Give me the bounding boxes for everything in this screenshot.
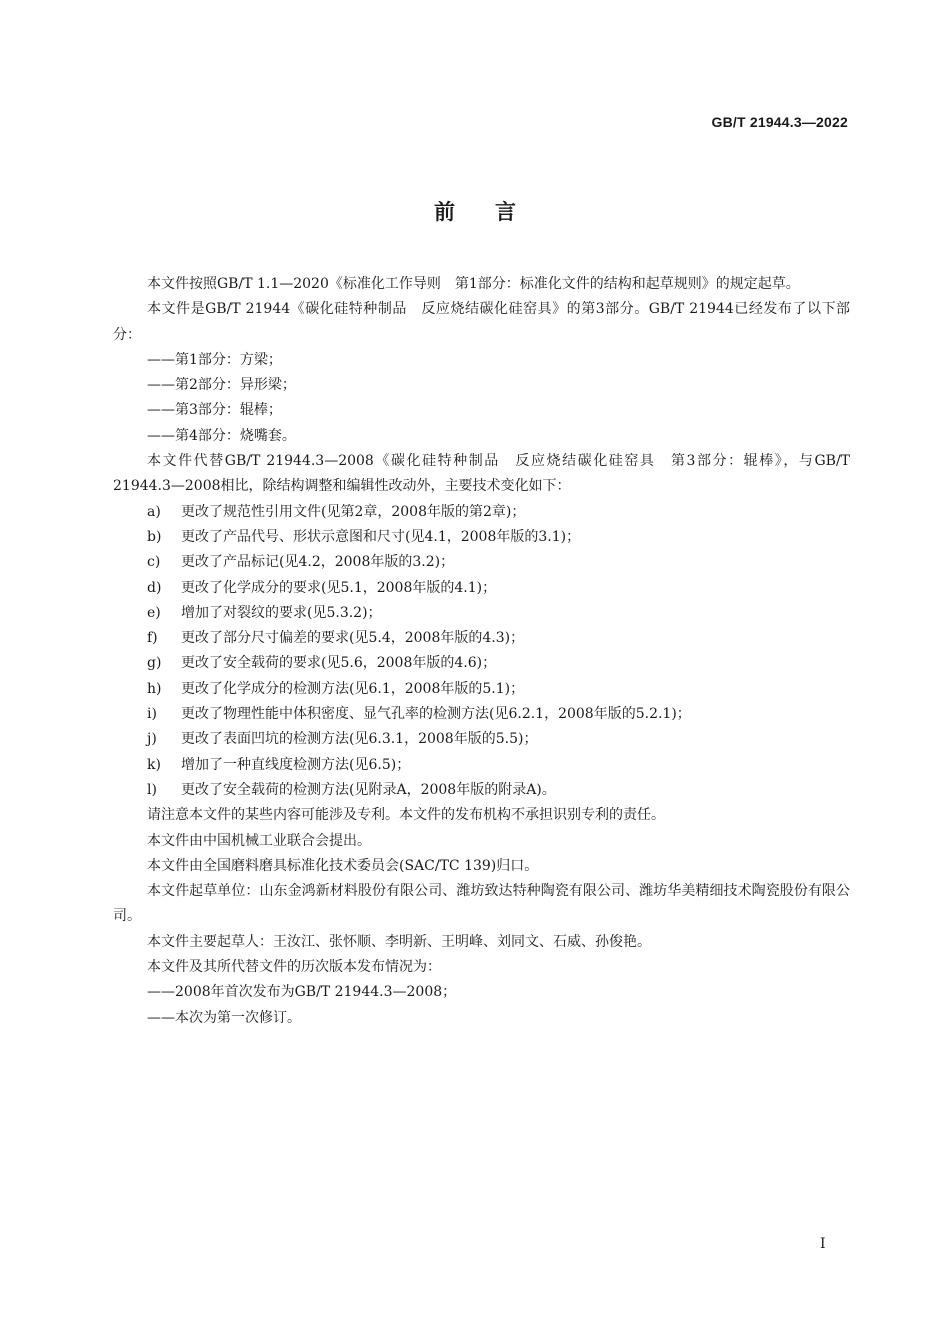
list-marker: f) xyxy=(147,630,158,647)
change-text: 更改了表面凹坑的检测方法(见6.3.1，2008年版的5.5)； xyxy=(181,731,538,748)
list-marker: l) xyxy=(147,781,157,798)
change-list-item xyxy=(113,727,850,752)
change-text: 增加了一种直线度检测方法(见6.5)； xyxy=(181,756,411,773)
list-marker: c) xyxy=(147,554,161,571)
list-marker: a) xyxy=(147,503,161,520)
change-list-item xyxy=(113,601,850,626)
paragraph-series-info: 本文件是GB/T 21944《碳化硅特种制品 反应烧结碳化硅窑具》的第3部分。GB/T 21944已经发布了以下部分： xyxy=(113,301,850,343)
paragraph-drafting-rules: 本文件按照GB/T 1.1—2020《标准化工作导则 第1部分：标准化文件的结构和起草规则》的规定起草。 xyxy=(147,276,800,292)
change-list-item xyxy=(113,702,850,727)
change-text: 更改了产品代号、形状示意图和尺寸(见4.1，2008年版的3.1)； xyxy=(181,528,581,545)
list-marker: i) xyxy=(147,706,157,723)
history-list-item: ——本次为第一次修订。 xyxy=(147,1009,301,1026)
change-text: 更改了物理性能中体积密度、显气孔率的检测方法(见6.2.1，2008年版的5.2.1)； xyxy=(181,706,691,723)
change-list-item xyxy=(113,525,850,550)
page-number: I xyxy=(820,1236,826,1252)
part-list-item: ——第2部分：异形梁； xyxy=(147,377,296,394)
list-marker: d) xyxy=(147,579,162,596)
change-text: 更改了产品标记(见4.2，2008年版的3.2)； xyxy=(181,554,455,571)
list-marker: h) xyxy=(147,680,162,697)
change-list-item xyxy=(113,651,850,676)
paragraph-patent-notice: 请注意本文件的某些内容可能涉及专利。本文件的发布机构不承担识别专利的责任。 xyxy=(147,807,665,824)
change-text: 更改了安全载荷的检测方法(见附录A，2008年版的附录A)。 xyxy=(181,781,556,798)
change-list-item xyxy=(113,500,850,525)
paragraph-history-intro: 本文件及其所代替文件的历次版本发布情况为： xyxy=(147,959,441,976)
list-marker: e) xyxy=(147,604,161,621)
part-list-item: ——第4部分：烧嘴套。 xyxy=(147,427,296,444)
change-list-item xyxy=(113,550,850,575)
change-list-item xyxy=(113,677,850,702)
page-title: 前言 xyxy=(434,200,556,224)
paragraph-drafting-units: 本文件起草单位：山东金鸿新材料股份有限公司、潍坊致达特种陶瓷有限公司、潍坊华美精细技术陶瓷股份有限公司。 xyxy=(113,883,850,925)
change-text: 更改了安全载荷的要求(见5.6，2008年版的4.6)； xyxy=(181,655,497,672)
part-list-item: ——第1部分：方梁； xyxy=(147,351,282,368)
list-marker: g) xyxy=(147,655,162,672)
foreword-body xyxy=(113,272,850,1031)
change-list-item xyxy=(113,753,850,778)
paragraph-committee: 本文件由全国磨料磨具标准化技术委员会(SAC/TC 139)归口。 xyxy=(147,857,539,874)
change-text: 更改了部分尺寸偏差的要求(见5.4，2008年版的4.3)； xyxy=(181,630,525,647)
change-text: 更改了化学成分的要求(见5.1，2008年版的4.1)； xyxy=(181,579,497,596)
change-text: 更改了化学成分的检测方法(见6.1，2008年版的5.1)； xyxy=(181,680,525,697)
history-list-item: ——2008年首次发布为GB/T 21944.3—2008； xyxy=(147,984,457,1001)
part-list-item: ——第3部分：辊棒； xyxy=(147,402,282,419)
list-marker: b) xyxy=(147,528,162,545)
change-list-item xyxy=(113,576,850,601)
change-text: 更改了规范性引用文件(见第2章，2008年版的第2章)； xyxy=(181,503,526,520)
paragraph-drafters: 本文件主要起草人：王汝江、张怀顺、李明新、王明峰、刘同文、石威、孙俊艳。 xyxy=(147,933,651,950)
paragraph-proposer: 本文件由中国机械工业联合会提出。 xyxy=(147,832,371,849)
change-list-item xyxy=(113,626,850,651)
paragraph-replacement: 本文件代替GB/T 21944.3—2008《碳化硅特种制品 反应烧结碳化硅窑具 第3部分：辊棒》，与GB/T 21944.3—2008相比，除结构调整和编辑性改动外，主要技术变化如下： xyxy=(113,453,850,495)
change-text: 增加了对裂纹的要求(见5.3.2)； xyxy=(181,604,382,621)
list-marker: k) xyxy=(147,756,161,773)
change-list-item xyxy=(113,778,850,803)
list-marker: j) xyxy=(147,731,157,748)
document-code: GB/T 21944.3—2022 xyxy=(711,114,848,130)
